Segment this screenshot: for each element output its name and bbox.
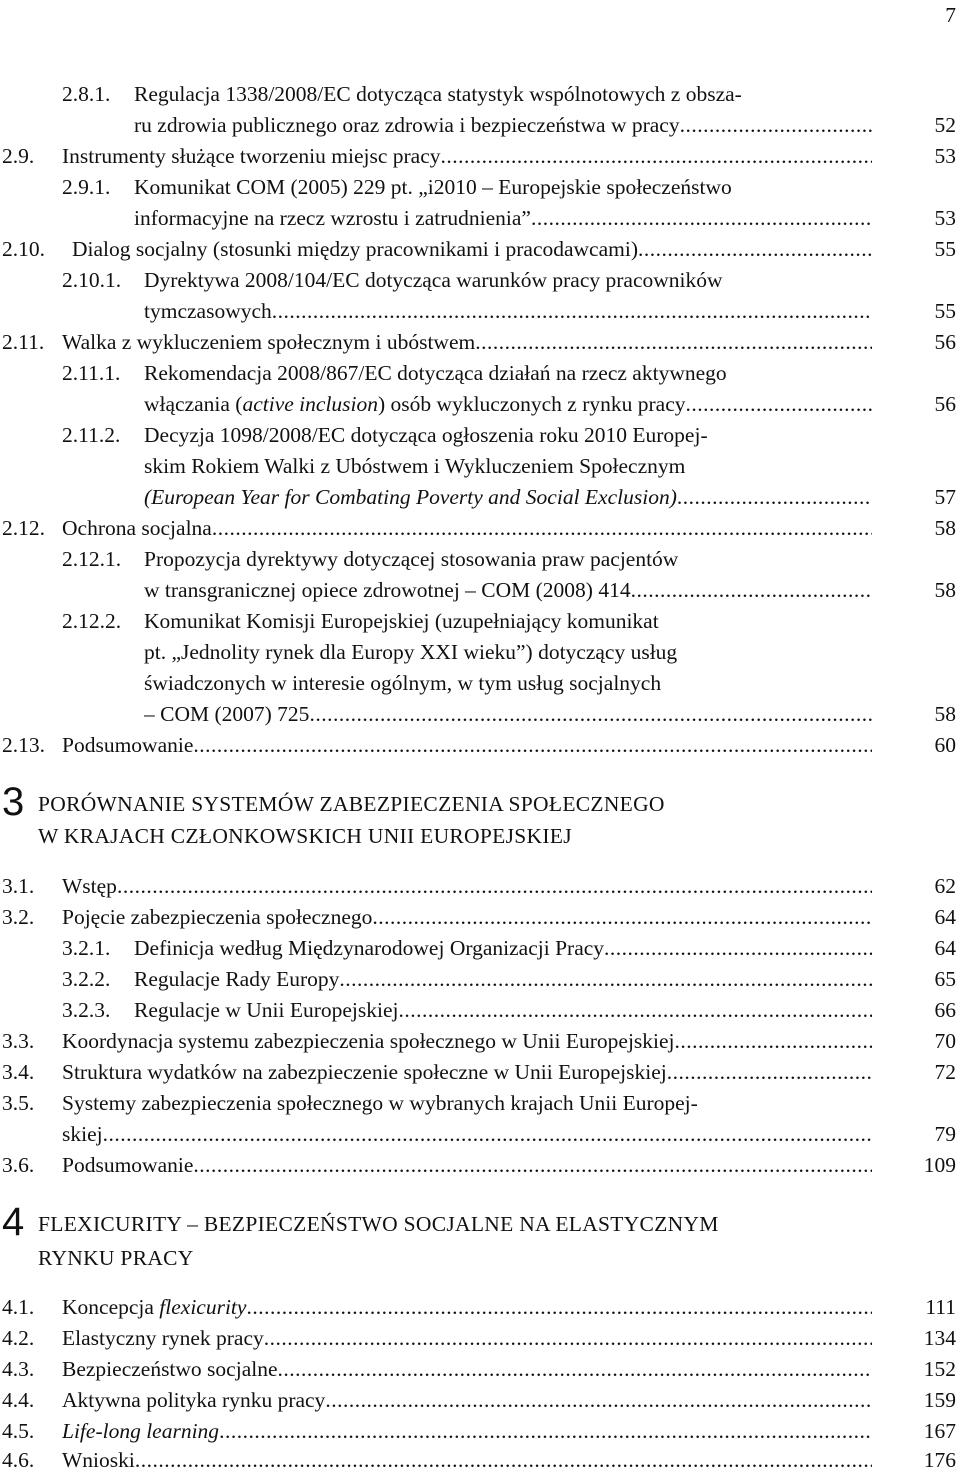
entry-number: 2.11. xyxy=(2,330,45,354)
entry-number: 2.10.1. xyxy=(62,268,122,292)
toc-entry-3-3[interactable] xyxy=(0,1026,960,1057)
entry-title: Aktywna polityka rynku pracy xyxy=(62,1388,326,1412)
entry-leader xyxy=(62,1385,872,1416)
chapter-number: 3 xyxy=(2,780,25,824)
entry-leader xyxy=(134,995,872,1026)
toc-entry-3-5[interactable] xyxy=(0,1088,960,1119)
entry-title: Koncepcja flexicurity xyxy=(62,1295,247,1319)
dot-leader xyxy=(677,482,872,513)
entry-leader xyxy=(62,1323,872,1354)
entry-number: 3.2.2. xyxy=(62,967,111,991)
entry-leader xyxy=(134,203,872,234)
entry-leader xyxy=(62,327,872,358)
toc-entry-4-4[interactable] xyxy=(0,1385,960,1416)
entry-title: Wstęp xyxy=(62,874,117,898)
entry-number: 3.5. xyxy=(2,1091,35,1115)
entry-page: 58 xyxy=(934,702,956,726)
toc-entry-3-2-2[interactable] xyxy=(0,964,960,995)
toc-entry-3-2-1[interactable] xyxy=(0,933,960,964)
entry-title-line: Decyzja 1098/2008/EC dotycząca ogłoszenia roku 2010 Europej- xyxy=(144,423,708,447)
entry-number: 4.6. xyxy=(2,1448,35,1472)
entry-number: 3.1. xyxy=(2,874,35,898)
entry-leader xyxy=(62,1057,872,1088)
entry-number: 2.12.2. xyxy=(62,609,122,633)
entry-page: 109 xyxy=(923,1153,956,1177)
toc-entry-2-12-2[interactable] xyxy=(0,606,960,637)
toc-entry-2-13[interactable] xyxy=(0,730,960,761)
toc-entry-2-9-1[interactable] xyxy=(0,172,960,203)
entry-page: 55 xyxy=(934,237,956,261)
entry-leader xyxy=(62,1026,872,1057)
entry-title-line: w transgranicznej opiece zdrowotnej – COM (2008) 414 xyxy=(144,578,631,602)
entry-page: 56 xyxy=(934,392,956,416)
entry-title: Regulacje Rady Europy xyxy=(134,967,340,991)
dot-leader xyxy=(686,389,873,420)
toc-entry-2-12-2-cont[interactable] xyxy=(0,637,960,668)
entry-page: 58 xyxy=(934,578,956,602)
dot-leader xyxy=(675,1026,872,1057)
entry-leader xyxy=(144,482,872,513)
dot-leader xyxy=(631,575,872,606)
entry-title: Life-long learning xyxy=(62,1419,220,1443)
entry-title: Podsumowanie xyxy=(62,733,194,757)
entry-title-line: tymczasowych xyxy=(144,299,272,323)
entry-leader xyxy=(62,902,872,933)
dot-leader xyxy=(135,1445,872,1476)
entry-title-line: skiej xyxy=(62,1122,103,1146)
dot-leader xyxy=(372,902,872,933)
entry-page: 53 xyxy=(934,206,956,230)
toc-entry-2-12-1[interactable] xyxy=(0,544,960,575)
toc-entry-2-8-1-cont[interactable] xyxy=(0,110,960,141)
entry-page: 57 xyxy=(934,485,956,509)
dot-leader xyxy=(604,933,872,964)
dot-leader xyxy=(264,1323,872,1354)
entry-leader xyxy=(62,1292,872,1323)
italic-term: active inclusion xyxy=(242,392,379,416)
entry-title-line: Dyrektywa 2008/104/EC dotycząca warunków pracy pracowników xyxy=(144,268,723,292)
entry-number: 2.9. xyxy=(2,144,35,168)
dot-leader xyxy=(278,1354,872,1385)
toc-entry-4-6[interactable] xyxy=(0,1445,960,1476)
entry-number: 3.2.3. xyxy=(62,998,111,1022)
toc-entry-4-5[interactable] xyxy=(0,1416,960,1447)
entry-title-line: włączania (active inclusion) osób wykluczonych z rynku pracy xyxy=(144,392,686,416)
entry-leader xyxy=(62,730,872,761)
entry-page: 65 xyxy=(934,967,956,991)
entry-title: Walka z wykluczeniem społecznym i ubóstwem xyxy=(62,330,476,354)
entry-page: 64 xyxy=(934,905,956,929)
dot-leader xyxy=(339,964,872,995)
toc-entry-3-2[interactable] xyxy=(0,902,960,933)
toc-entry-2-10[interactable] xyxy=(0,234,960,265)
toc-entry-3-6[interactable] xyxy=(0,1150,960,1181)
dot-leader xyxy=(680,110,872,141)
entry-title-line: Rekomendacja 2008/867/EC dotycząca działań na rzecz aktywnego xyxy=(144,361,727,385)
entry-number: 4.1. xyxy=(2,1295,35,1319)
entry-page: 66 xyxy=(934,998,956,1022)
entry-leader xyxy=(144,389,872,420)
dot-leader xyxy=(117,871,872,902)
italic-term: flexicurity xyxy=(159,1295,247,1319)
dot-leader xyxy=(325,1385,872,1416)
entry-page: 64 xyxy=(934,936,956,960)
entry-number: 4.5. xyxy=(2,1419,35,1443)
entry-number: 3.2. xyxy=(2,905,35,929)
entry-number: 4.2. xyxy=(2,1326,35,1350)
entry-number: 3.2.1. xyxy=(62,936,111,960)
dot-leader xyxy=(272,296,872,327)
entry-page: 159 xyxy=(923,1388,956,1412)
entry-number: 2.12. xyxy=(2,516,45,540)
entry-number: 2.10. xyxy=(2,237,45,261)
entry-page: 60 xyxy=(934,733,956,757)
entry-page: 176 xyxy=(923,1448,956,1472)
entry-title: Pojęcie zabezpieczenia społecznego xyxy=(62,905,373,929)
entry-title: Ochrona socjalna xyxy=(62,516,212,540)
entry-number: 3.4. xyxy=(2,1060,35,1084)
entry-leader xyxy=(62,1445,872,1476)
toc-entry-3-5-cont[interactable] xyxy=(0,1119,960,1150)
entry-leader xyxy=(144,699,872,730)
entry-number: 3.6. xyxy=(2,1153,35,1177)
toc-entry-2-12-2-cont2[interactable] xyxy=(0,668,960,699)
entry-title-line: informacyjne na rzecz wzrostu i zatrudnienia” xyxy=(134,206,531,230)
entry-leader xyxy=(144,296,872,327)
toc-entry-3-4[interactable] xyxy=(0,1057,960,1088)
entry-title-line: ru zdrowia publicznego oraz zdrowia i bezpieczeństwa w pracy xyxy=(134,113,680,137)
entry-leader xyxy=(62,513,872,544)
entry-title-line: (European Year for Combating Poverty and Social Exclusion) xyxy=(144,485,677,509)
toc-entry-2-11-2[interactable] xyxy=(0,420,960,451)
chapter-title-line: PORÓWNANIE SYSTEMÓW ZABEZPIECZENIA SPOŁECZNEGO xyxy=(38,792,665,816)
entry-title: Bezpieczeństwo socjalne xyxy=(62,1357,278,1381)
dot-leader xyxy=(219,1416,872,1447)
chapter-title-line: FLEXICURITY – BEZPIECZEŃSTWO SOCJALNE NA ELASTYCZNYM xyxy=(38,1212,719,1236)
entry-page: 70 xyxy=(934,1029,956,1053)
entry-number: 4.3. xyxy=(2,1357,35,1381)
entry-title: Dialog socjalny (stosunki między pracownikami i pracodawcami) xyxy=(72,237,639,261)
entry-title-line: Komunikat Komisji Europejskiej (uzupełniający komunikat xyxy=(144,609,659,633)
dot-leader xyxy=(531,203,872,234)
entry-leader xyxy=(62,871,872,902)
dot-leader xyxy=(193,730,872,761)
entry-title-line: pt. „Jednolity rynek dla Europy XXI wieku”) dotyczący usług xyxy=(144,640,678,664)
entry-title-line: skim Rokiem Walki z Ubóstwem i Wykluczeniem Społecznym xyxy=(144,454,686,478)
entry-leader xyxy=(62,1416,872,1447)
entry-leader xyxy=(134,964,872,995)
entry-title: Koordynacja systemu zabezpieczenia społecznego w Unii Europejskiej xyxy=(62,1029,675,1053)
entry-page: 62 xyxy=(934,874,956,898)
toc-entry-3-2-3[interactable] xyxy=(0,995,960,1026)
entry-number: 2.8.1. xyxy=(62,82,111,106)
entry-page: 58 xyxy=(934,516,956,540)
entry-leader xyxy=(72,234,872,265)
toc-entry-2-8-1[interactable] xyxy=(0,79,960,110)
entry-number: 2.11.1. xyxy=(62,361,121,385)
dot-leader xyxy=(309,699,872,730)
dot-leader xyxy=(441,141,873,172)
entry-number: 2.13. xyxy=(2,733,45,757)
entry-leader xyxy=(144,575,872,606)
entry-page: 152 xyxy=(923,1357,956,1381)
entry-page: 53 xyxy=(934,144,956,168)
entry-title-line: – COM (2007) 725 xyxy=(144,702,310,726)
dot-leader xyxy=(246,1292,872,1323)
entry-number: 2.12.1. xyxy=(62,547,122,571)
toc-entry-4-2[interactable] xyxy=(0,1323,960,1354)
toc-entry-2-12-2-cont3[interactable] xyxy=(0,699,960,730)
chapter-title-line: RYNKU PRACY xyxy=(38,1246,194,1270)
entry-page: 52 xyxy=(934,113,956,137)
entry-title: Instrumenty służące tworzeniu miejsc pracy xyxy=(62,144,441,168)
entry-title-line: Komunikat COM (2005) 229 pt. „i2010 – Europejskie społeczeństwo xyxy=(134,175,732,199)
toc-entry-2-10-1[interactable] xyxy=(0,265,960,296)
toc-entry-2-11-1-cont[interactable] xyxy=(0,389,960,420)
toc-entry-2-11-1[interactable] xyxy=(0,358,960,389)
dot-leader xyxy=(103,1119,872,1150)
dot-leader xyxy=(193,1150,872,1181)
toc-entry-3-1[interactable] xyxy=(0,871,960,902)
entry-leader xyxy=(134,933,872,964)
entry-title-line: świadczonych w interesie ogólnym, w tym usług socjalnych xyxy=(144,671,662,695)
entry-leader xyxy=(134,110,872,141)
toc-entry-2-9-1-cont[interactable] xyxy=(0,203,960,234)
entry-title: Wnioski xyxy=(62,1448,135,1472)
entry-leader xyxy=(62,1354,872,1385)
entry-title: Definicja według Międzynarodowej Organizacji Pracy xyxy=(134,936,605,960)
entry-number: 2.9.1. xyxy=(62,175,111,199)
entry-title: Podsumowanie xyxy=(62,1153,194,1177)
dot-leader xyxy=(212,513,872,544)
entry-number: 4.4. xyxy=(2,1388,35,1412)
dot-leader xyxy=(475,327,872,358)
toc-entry-2-12-1-cont[interactable] xyxy=(0,575,960,606)
dot-leader xyxy=(399,995,873,1026)
entry-title-line: Regulacja 1338/2008/EC dotycząca statystyk wspólnotowych z obsza- xyxy=(134,82,742,106)
entry-title: Struktura wydatków na zabezpieczenie społeczne w Unii Europejskiej xyxy=(62,1060,667,1084)
toc-entry-2-11[interactable] xyxy=(0,327,960,358)
entry-page: 134 xyxy=(923,1326,956,1350)
dot-leader xyxy=(638,234,872,265)
toc-entry-2-11-2-cont[interactable] xyxy=(0,451,960,482)
toc-entry-2-11-2-cont2[interactable] xyxy=(0,482,960,513)
toc-entry-4-3[interactable] xyxy=(0,1354,960,1385)
toc-entry-4-1[interactable] xyxy=(0,1292,960,1323)
entry-number: 2.11.2. xyxy=(62,423,121,447)
dot-leader xyxy=(667,1057,872,1088)
page-number: 7 xyxy=(945,3,956,27)
entry-title-line: Systemy zabezpieczenia społecznego w wybranych krajach Unii Europej- xyxy=(62,1091,698,1115)
toc-entry-2-12[interactable] xyxy=(0,513,960,544)
entry-page: 111 xyxy=(925,1295,956,1319)
chapter-3-heading[interactable] xyxy=(0,780,960,860)
entry-title: Elastyczny rynek pracy xyxy=(62,1326,264,1350)
entry-page: 72 xyxy=(934,1060,956,1084)
entry-title-line: Propozycja dyrektywy dotyczącej stosowania praw pacjentów xyxy=(144,547,679,571)
entry-title: Regulacje w Unii Europejskiej xyxy=(134,998,399,1022)
entry-leader xyxy=(62,1119,872,1150)
entry-leader xyxy=(62,141,872,172)
chapter-title-line: W KRAJACH CZŁONKOWSKICH UNII EUROPEJSKIEJ xyxy=(38,824,572,848)
entry-page: 79 xyxy=(934,1122,956,1146)
entry-page: 55 xyxy=(934,299,956,323)
entry-number: 3.3. xyxy=(2,1029,35,1053)
toc-entry-2-10-1-cont[interactable] xyxy=(0,296,960,327)
chapter-number: 4 xyxy=(2,1200,25,1244)
entry-leader xyxy=(62,1150,872,1181)
entry-page: 167 xyxy=(923,1419,956,1443)
chapter-4-heading[interactable] xyxy=(0,1200,960,1280)
toc-entry-2-9[interactable] xyxy=(0,141,960,172)
entry-page: 56 xyxy=(934,330,956,354)
